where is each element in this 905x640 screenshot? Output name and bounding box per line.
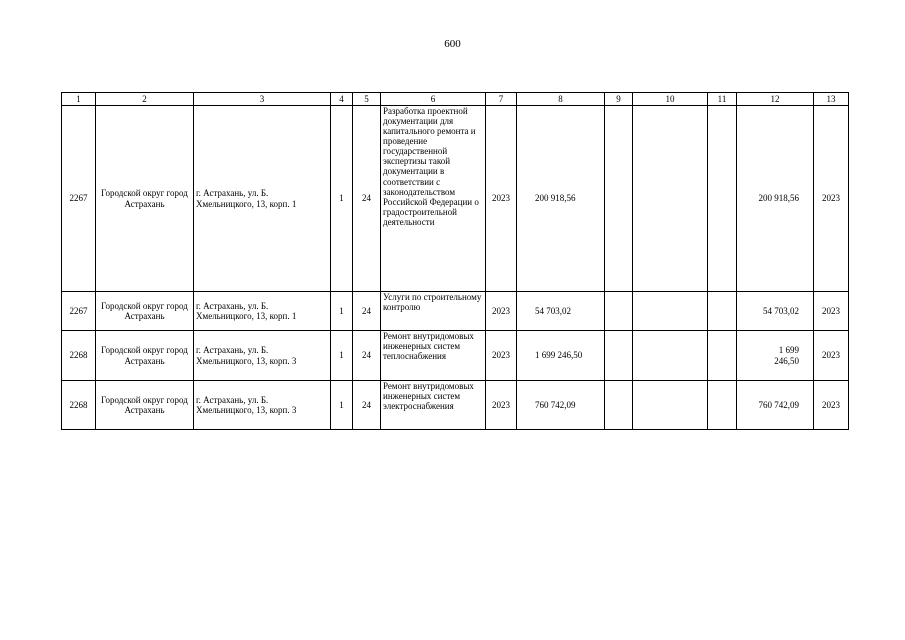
table-row — [62, 331, 849, 381]
total-cost: 1 699 246,50 — [517, 331, 605, 381]
column-number: 6 — [381, 93, 486, 106]
address: г. Астрахань, ул. Б. Хмельницкого, 13, корп. 1 — [194, 292, 331, 331]
cell-col-11 — [708, 331, 737, 381]
page-number: 600 — [444, 38, 461, 50]
municipality: Городской округ город Астрахань — [96, 106, 194, 292]
column-number: 11 — [708, 93, 737, 106]
completion-year: 2023 — [814, 106, 849, 292]
address: г. Астрахань, ул. Б. Хмельницкого, 13, корп. 3 — [194, 381, 331, 430]
column-number: 3 — [194, 93, 331, 106]
record-number: 2268 — [62, 381, 96, 430]
cell-col-10 — [633, 292, 708, 331]
cell-col-10 — [633, 331, 708, 381]
table-row — [62, 292, 849, 331]
column-number: 2 — [96, 93, 194, 106]
address: г. Астрахань, ул. Б. Хмельницкого, 13, корп. 3 — [194, 331, 331, 381]
column-number: 4 — [331, 93, 353, 106]
cell-col-9 — [605, 381, 633, 430]
column-number: 13 — [814, 93, 849, 106]
year: 2023 — [486, 292, 517, 331]
work-type: Разработка проектной документации для капитального ремонта и проведение государственной экспертизы такой документации в соответствии с законодательством Российской Федерации о градостроительной деятельности — [381, 106, 486, 292]
year: 2023 — [486, 381, 517, 430]
cell-col-10 — [633, 106, 708, 292]
year: 2023 — [486, 106, 517, 292]
record-number: 2267 — [62, 292, 96, 331]
column-number: 5 — [353, 93, 381, 106]
completion-year: 2023 — [814, 381, 849, 430]
table-row — [62, 381, 849, 430]
record-number: 2267 — [62, 106, 96, 292]
cell-col-4: 1 — [331, 381, 353, 430]
address: г. Астрахань, ул. Б. Хмельницкого, 13, корп. 1 — [194, 106, 331, 292]
municipality: Городской округ город Астрахань — [96, 292, 194, 331]
cell-col-9 — [605, 292, 633, 331]
cell-col-5: 24 — [353, 381, 381, 430]
cell-col-11 — [708, 106, 737, 292]
total-cost: 200 918,56 — [517, 106, 605, 292]
completion-year: 2023 — [814, 292, 849, 331]
cost-amount: 760 742,09 — [737, 381, 814, 430]
column-number: 9 — [605, 93, 633, 106]
column-number: 12 — [737, 93, 814, 106]
column-number: 10 — [633, 93, 708, 106]
cost-amount: 54 703,02 — [737, 292, 814, 331]
register-table — [61, 92, 849, 430]
work-type: Ремонт внутридомовых инженерных систем электроснабжения — [381, 381, 486, 430]
column-number: 8 — [517, 93, 605, 106]
work-type: Ремонт внутридомовых инженерных систем теплоснабжения — [381, 331, 486, 381]
municipality: Городской округ город Астрахань — [96, 381, 194, 430]
column-number: 7 — [486, 93, 517, 106]
completion-year: 2023 — [814, 331, 849, 381]
cell-col-4: 1 — [331, 331, 353, 381]
year: 2023 — [486, 331, 517, 381]
work-type: Услуги по строительному контролю — [381, 292, 486, 331]
cell-col-5: 24 — [353, 331, 381, 381]
cost-amount: 1 699 246,50 — [737, 331, 814, 381]
cell-col-5: 24 — [353, 106, 381, 292]
total-cost: 760 742,09 — [517, 381, 605, 430]
cell-col-9 — [605, 331, 633, 381]
table-row — [62, 106, 849, 292]
total-cost: 54 703,02 — [517, 292, 605, 331]
cell-col-10 — [633, 381, 708, 430]
cell-col-9 — [605, 106, 633, 292]
cost-amount: 200 918,56 — [737, 106, 814, 292]
column-number-row — [62, 93, 849, 106]
column-number: 1 — [62, 93, 96, 106]
record-number: 2268 — [62, 331, 96, 381]
cell-col-4: 1 — [331, 106, 353, 292]
cell-col-4: 1 — [331, 292, 353, 331]
cell-col-11 — [708, 292, 737, 331]
cell-col-5: 24 — [353, 292, 381, 331]
cell-col-11 — [708, 381, 737, 430]
municipality: Городской округ город Астрахань — [96, 331, 194, 381]
